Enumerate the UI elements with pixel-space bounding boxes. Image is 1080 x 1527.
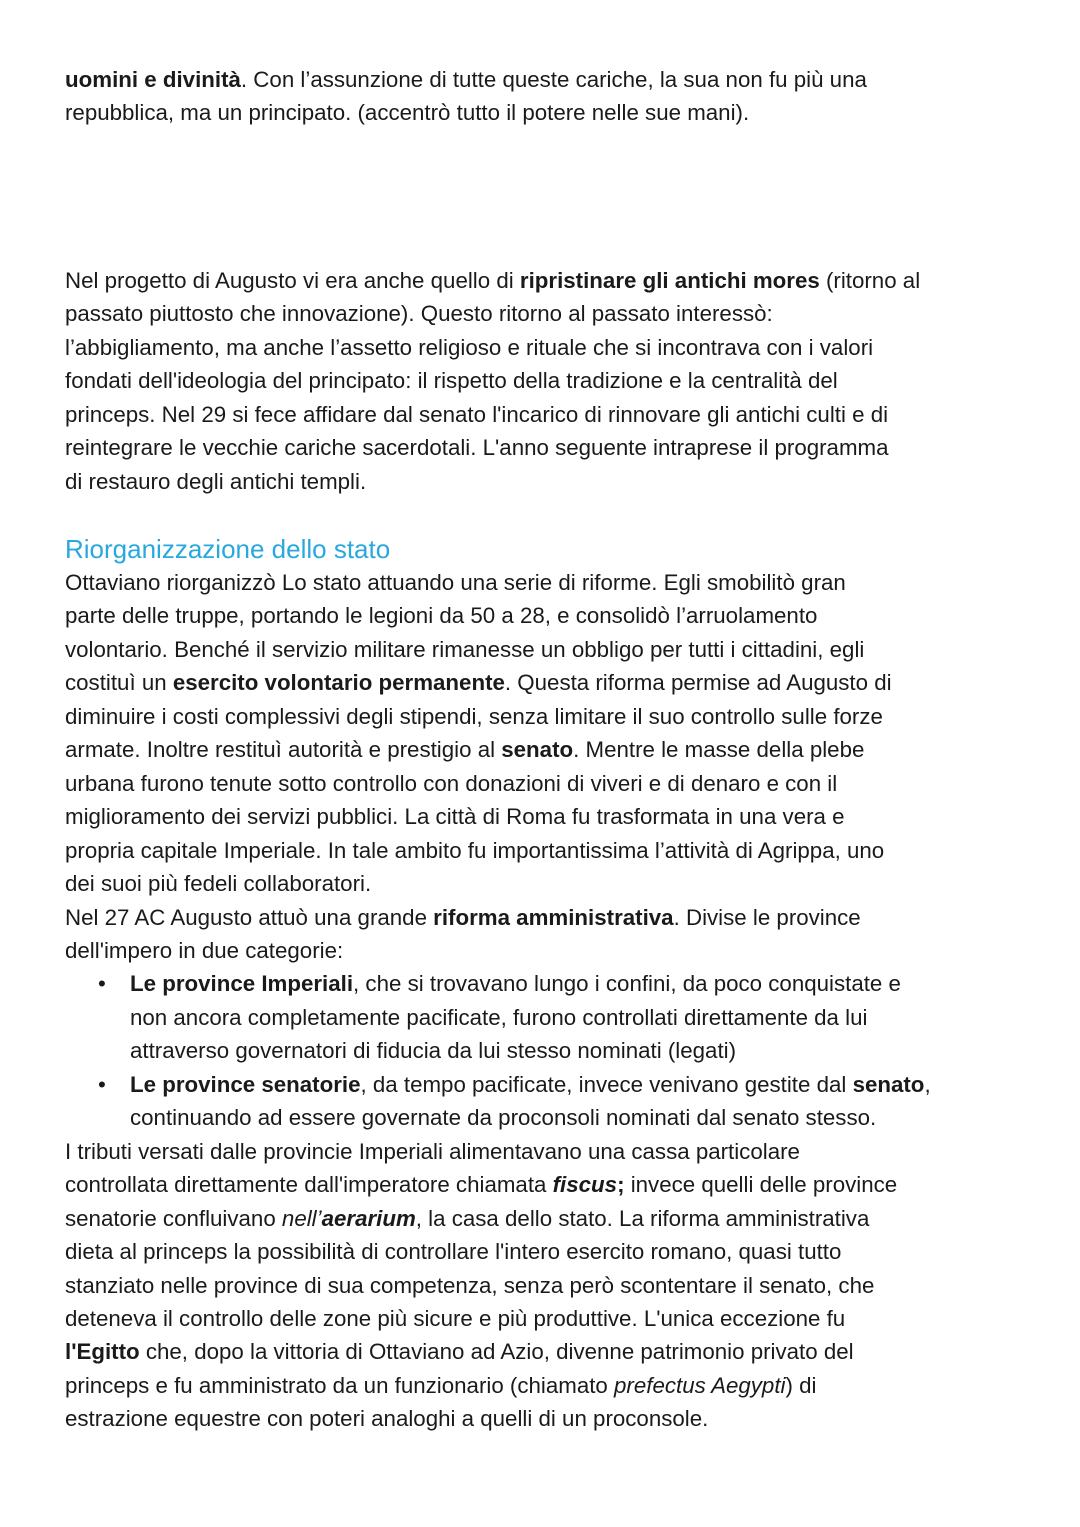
text-line <box>65 297 1045 330</box>
emphasized-text: ripristinare gli antichi mores <box>519 268 820 293</box>
text-run: non ancora completamente pacificate, furono controllati direttamente da lui <box>130 1004 868 1030</box>
text-line <box>65 1402 1045 1435</box>
text-run: propria capitale Imperiale. In tale ambito fu importantissima l’attività di Agrippa, uno <box>65 837 885 863</box>
emphasized-text: l'Egitto <box>65 1339 140 1365</box>
text-line <box>65 633 1045 666</box>
text-run: l’abbigliamento, ma anche l’assetto religioso e rituale che si incontrava con i valori <box>65 334 874 360</box>
emphasized-text: riforma amministrativa <box>433 904 674 930</box>
emphasized-text: aerarium <box>321 1205 416 1231</box>
text-line <box>130 1068 1045 1101</box>
text-line <box>65 700 1045 733</box>
text-run: dieta al princeps la possibilità di controllare l'intero esercito romano, quasi tutto <box>65 1239 842 1265</box>
emphasized-text: uomini e divinità <box>65 67 241 92</box>
text-run: , <box>924 1071 931 1097</box>
text-run: Ottaviano riorganizzò Lo stato attuando una serie di riforme. Egli smobilitò gran <box>65 570 846 595</box>
text-line <box>65 1302 1045 1335</box>
mores-paragraph <box>65 264 1045 498</box>
text-line <box>65 398 1045 431</box>
text-line <box>65 364 1045 397</box>
text-line <box>65 867 1045 900</box>
text-line <box>65 934 1045 967</box>
text-line <box>65 1269 1045 1302</box>
text-run: urbana furono tenute sotto controllo con donazioni di viveri e di denaro e con il <box>65 770 838 796</box>
text-run: Nel 27 AC Augusto attuò una grande <box>65 904 434 930</box>
text-run: parte delle truppe, portando le legioni da 50 a 28, e consolidò l’arruolamento <box>65 603 818 629</box>
text-run: attraverso governatori di fiducia da lui stesso nominati (legati) <box>130 1038 737 1064</box>
text-run: repubblica, ma un principato. (accentrò tutto il potere nelle sue mani). <box>65 100 750 126</box>
text-run: (ritorno al <box>819 268 921 293</box>
text-run: che, dopo la vittoria di Ottaviano ad Azio, divenne patrimonio privato del <box>139 1339 854 1365</box>
emphasized-text: senato <box>852 1071 925 1097</box>
text-line <box>65 431 1045 464</box>
text-run: continuando ad essere governate da proconsoli nominati dal senato stesso. <box>130 1105 877 1131</box>
text-run: . Con l’assunzione di tutte queste cariche, la sua non fu più una <box>240 67 867 92</box>
text-line <box>65 834 1045 867</box>
text-run: invece quelli delle province <box>624 1172 898 1198</box>
text-line <box>65 1369 1045 1402</box>
text-line <box>65 666 1045 699</box>
text-run: estrazione equestre con poteri analoghi a quelli di un proconsole. <box>65 1406 709 1432</box>
text-line <box>65 599 1045 632</box>
text-run: reintegrare le vecchie cariche sacerdotali. L'anno seguente intraprese il programma <box>65 435 889 461</box>
text-run: I tributi versati dalle provincie Imperiali alimentavano una cassa particolare <box>65 1138 800 1164</box>
text-line <box>65 1168 1045 1201</box>
text-run: , la casa dello stato. La riforma amministrativa <box>415 1205 870 1231</box>
text-line <box>65 96 1045 129</box>
text-run: passato piuttosto che innovazione). Questo ritorno al passato interessò: <box>65 301 773 327</box>
emphasized-text: Le province Imperiali <box>130 971 354 997</box>
text-run: armate. Inoltre restituì autorità e prestigio al <box>65 737 502 763</box>
text-line <box>65 1202 1045 1235</box>
text-line <box>65 331 1045 364</box>
text-run: di restauro degli antichi templi. <box>65 468 367 494</box>
text-line <box>130 967 1045 1000</box>
emphasized-text: senato <box>501 737 574 763</box>
text-line <box>65 63 1045 96</box>
section-heading: Riorganizzazione dello stato <box>65 534 391 564</box>
intro-paragraph <box>65 63 1045 130</box>
emphasized-text: fiscus <box>552 1172 618 1198</box>
text-run: dell'impero in due categorie: <box>65 937 344 963</box>
text-run: princeps. Nel 29 si fece affidare dal senato l'incarico di rinnovare gli antichi culti e di <box>65 401 889 427</box>
text-run: . Mentre le masse della plebe <box>573 737 865 763</box>
emphasized-text: ; <box>617 1172 625 1198</box>
text-run: fondati dell'ideologia del principato: il rispetto della tradizione e la centralità del <box>65 368 838 394</box>
text-line <box>65 465 1045 498</box>
text-line <box>65 733 1045 766</box>
text-line <box>65 566 1045 599</box>
bullet-icon: • <box>98 1071 106 1097</box>
bullet-item <box>65 967 1045 1067</box>
text-run: volontario. Benché il servizio militare rimanesse un obbligo per tutti i cittadini, egli <box>65 636 865 662</box>
text-line <box>65 901 1045 934</box>
text-run: senatorie confluivano <box>65 1205 282 1231</box>
text-run: diminuire i costi complessivi degli stipendi, senza limitare il suo controllo sulle forze <box>65 703 883 729</box>
text-line <box>65 1135 1045 1168</box>
text-run: . Divise le province <box>673 904 861 930</box>
text-line <box>65 1235 1045 1268</box>
text-line <box>65 800 1045 833</box>
text-line <box>130 1101 1045 1134</box>
emphasized-text: Le province senatorie <box>130 1071 361 1097</box>
text-run: ) di <box>785 1372 817 1398</box>
text-line <box>65 767 1045 800</box>
text-run: dei suoi più fedeli collaboratori. <box>65 871 372 897</box>
section-riorganizzazione <box>65 532 1045 1436</box>
text-run: princeps e fu amministrato da un funzionario (chiamato <box>65 1372 615 1398</box>
text-run: . Questa riforma permise ad Augusto di <box>504 670 892 696</box>
text-run: Nel progetto di Augusto vi era anche quello di <box>65 268 520 293</box>
bullet-icon: • <box>98 971 106 997</box>
bullet-item <box>65 1068 1045 1135</box>
emphasized-text: nell’ <box>281 1205 322 1231</box>
text-run: , da tempo pacificate, invece venivano gestite dal <box>360 1071 853 1097</box>
text-line <box>65 264 1045 297</box>
text-line <box>65 1335 1045 1368</box>
emphasized-text: prefectus Aegypti <box>614 1372 786 1398</box>
text-run: stanziato nelle province di sua competenza, senza però scontentare il senato, che <box>65 1272 875 1298</box>
text-run: controllata direttamente dall'imperatore chiamata <box>65 1172 553 1198</box>
text-run: miglioramento dei servizi pubblici. La città di Roma fu trasformata in una vera e <box>65 804 845 830</box>
text-run: , che si trovavano lungo i confini, da poco conquistate e <box>353 971 901 997</box>
text-run: deteneva il controllo delle zone più sicure e più produttive. L'unica eccezione fu <box>65 1305 846 1331</box>
emphasized-text: esercito volontario permanente <box>172 670 505 696</box>
text-line <box>130 1001 1045 1034</box>
text-line <box>130 1034 1045 1067</box>
text-run: costituì un <box>65 670 173 696</box>
